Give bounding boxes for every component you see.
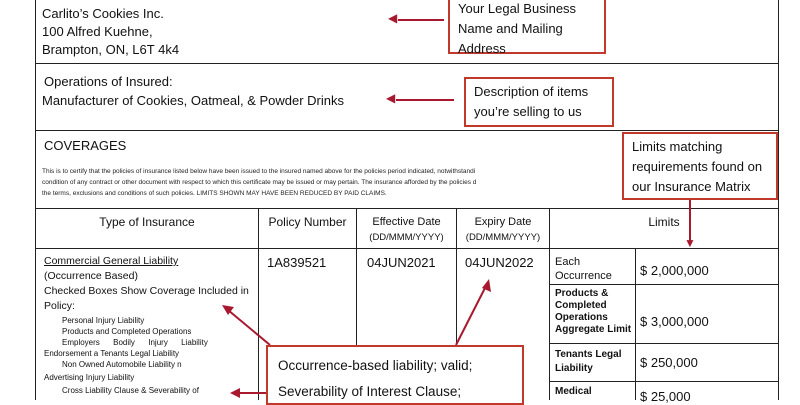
- coverage-item: Cross Liability Clause & Severability of: [62, 386, 199, 395]
- type-basis: (Occurrence Based): [44, 270, 138, 282]
- coverage-item: Personal Injury Liability: [62, 316, 145, 325]
- limits-row-rule-3: [549, 381, 779, 382]
- coverages-notice-3: the terms, exclusions and conditions of such policies. LIMITS SHOWN MAY HAVE BEEN REDUCED BY PAID CLAIMS.: [42, 190, 387, 197]
- coverage-item: Non Owned Automobile Liability n: [62, 360, 182, 369]
- operations-label: Operations of Insured:: [44, 74, 173, 89]
- coverage-item: Endorsement a Tenants Legal Liability: [44, 349, 180, 358]
- arrow-head-down-icon: ▼: [684, 236, 696, 250]
- limit-value: $ 250,000: [640, 355, 698, 370]
- limit-label: Products & Completed Operations Aggregate Limit: [555, 288, 632, 335]
- header-limits: Limits: [648, 215, 680, 229]
- coverages-title: COVERAGES: [44, 138, 127, 153]
- header-policy: Policy Number: [268, 215, 347, 229]
- arrow-business-name: [398, 19, 444, 21]
- coverages-notice-2: condition of any contract or other document with respect to which this certificate may be issued or may pertain. The insurance afforded by the policies d: [42, 179, 477, 186]
- callout-description: Description of items you’re selling to us: [464, 77, 614, 127]
- header-expiry: Expiry Date: [474, 216, 532, 228]
- right-border: [778, 0, 779, 400]
- header-effective: Effective Date: [372, 216, 441, 228]
- type-note-1: Checked Boxes Show Coverage Included in: [44, 285, 249, 297]
- expiry-date: 04JUN2022: [465, 255, 534, 270]
- left-border: [35, 0, 36, 400]
- arrow-to-expiry: [456, 286, 486, 345]
- policy-number: 1A839521: [267, 255, 327, 270]
- limits-row-rule-2: [549, 343, 779, 344]
- limits-row-rule-1: [549, 284, 779, 285]
- rule-after-coverages: [35, 208, 779, 209]
- arrow-head-severability-icon: [230, 388, 240, 398]
- col-divider-1: [258, 208, 259, 400]
- callout-occurrence: [266, 345, 524, 405]
- header-effective-format: (DD/MMM/YYYY): [369, 232, 444, 243]
- coverage-item: Products and Completed Operations: [62, 327, 192, 336]
- arrow-head-basis-icon: [222, 305, 234, 315]
- header-expiry-format: (DD/MMM/YYYY): [465, 232, 541, 243]
- arrow-to-basis: [228, 310, 270, 345]
- arrow-head-expiry-icon: [482, 279, 491, 292]
- insured-address-line1: 100 Alfred Kuehne,: [42, 24, 153, 39]
- callout-severability-text: Severability of Interest Clause;: [278, 384, 462, 399]
- operations-value: Manufacturer of Cookies, Oatmeal, & Powder Drinks: [42, 93, 345, 108]
- effective-date: 04JUN2021: [367, 255, 436, 270]
- limit-value: $ 25,000: [640, 389, 691, 404]
- limit-value: $ 2,000,000: [640, 263, 709, 278]
- type-note-2: Policy:: [44, 300, 75, 312]
- callout-limits: Limits matching requirements found on our Insurance Matrix: [622, 132, 778, 200]
- callout-occurrence-text: Occurrence-based liability; valid;: [278, 358, 473, 373]
- rule-after-operations: [35, 130, 779, 131]
- header-type: Type of Insurance: [99, 215, 195, 229]
- limit-label: Medical: [555, 386, 592, 397]
- arrow-head-left-icon: ◀: [386, 91, 396, 105]
- coverage-item: Advertising Injury Liability: [44, 373, 135, 382]
- callout-business-name: Your Legal Business Name and Mailing Address: [448, 0, 606, 54]
- arrow-description: [396, 99, 454, 101]
- coverage-item: Employers Bodily Injury Liability: [62, 338, 208, 347]
- col-divider-limits: [635, 249, 636, 400]
- arrow-head-left-icon: ◀: [388, 11, 398, 25]
- insured-name: Carlito’s Cookies Inc.: [42, 6, 164, 21]
- rule-after-headers: [35, 248, 779, 249]
- rule-after-insured: [35, 63, 779, 64]
- col-divider-4: [549, 208, 550, 400]
- limit-label: Tenants Legal Liability: [555, 349, 622, 374]
- type-title: Commercial General Liability: [44, 255, 179, 267]
- insured-address-line2: Brampton, ON, L6T 4k4: [42, 42, 180, 57]
- limit-label: Each Occurrence: [555, 256, 612, 282]
- coverages-notice-1: This is to certify that the policies of insurance listed below have been issued to the insured named above for the policies period indicated, notwithstandi: [42, 168, 476, 175]
- limit-value: $ 3,000,000: [640, 314, 709, 329]
